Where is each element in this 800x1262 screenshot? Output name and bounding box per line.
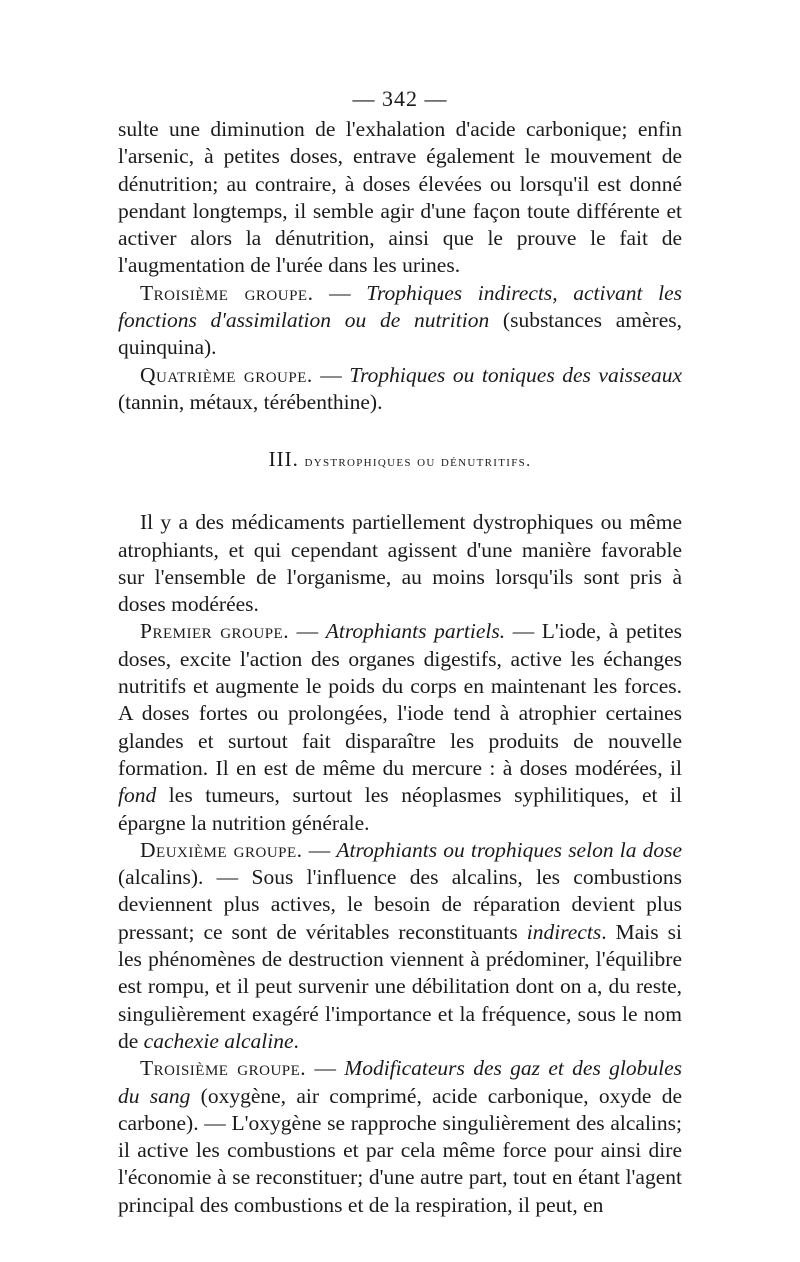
paragraph-continuation: sulte une diminution de l'exhalation d'acide carbonique; enfin l'arsenic, à petites doses, entrave également le mouvement de dénutrition; au contraire, à doses élevées ou lorsqu'il est donné pendant longtemps, il semble agir d'une façon toute différente et activer alors la dénutrition, ainsi que le prouve le fait de l'augmentation de l'urée dans les urines. (118, 117, 682, 278)
groupe-text: les tumeurs, surtout les néoplasmes syphilitiques, et il épargne la nutrition générale. (118, 783, 682, 835)
section-title: dystrophiques ou dénutritifs. (304, 453, 532, 471)
dash: — (313, 280, 367, 305)
paragraph-groupe-4 (118, 362, 682, 417)
dash: — (312, 362, 350, 387)
dash: — (306, 1056, 345, 1081)
groupe-title: Atrophiants partiels. (325, 619, 506, 644)
paragraph-premier-groupe (118, 618, 682, 836)
groupe-title: Trophiques indirects, activant les fonctions d'assimilation ou de nutrition (118, 280, 682, 333)
groupe-title: Trophiques ou toniques des vaisseaux (349, 362, 683, 387)
groupe-title: Atrophiants ou trophiques selon la dose (336, 837, 682, 862)
page-number: — 342 — (352, 86, 448, 111)
groupe-text: . (293, 1028, 299, 1053)
groupe-label: Premier groupe. (140, 619, 290, 644)
page (118, 84, 682, 1219)
groupe-text: (oxygène, air comprimé, acide carbonique, oxyde de carbone). — L'oxygène se rapproche singulièrement des alcalins; il active les combustions et par cela même force pour ainsi dire l'économie à se reconstituer; d'une autre part, tout en étant l'agent principal des combustions et de la respiration, il peut, en (118, 1083, 682, 1217)
paragraph-intro: Il y a des médicaments partiellement dystrophiques ou même atrophiants, et qui cependant agissent d'une manière favorable sur l'ensemble de l'organisme, au moins lorsqu'ils sont pris à doses modérées. (118, 510, 682, 617)
groupe-label: Deuxième groupe. (140, 837, 303, 862)
dash: — (289, 619, 326, 644)
paragraph-deuxieme-groupe (118, 837, 682, 1055)
groupe-text: (substances amères, quinquina). (118, 308, 682, 360)
section-number: III. (268, 447, 299, 472)
groupe-text: (tannin, métaux, térébenthine). (118, 389, 383, 414)
groupe-label: Troisième groupe. (140, 1056, 307, 1081)
emphasis: indirects (526, 919, 602, 944)
groupe-label: Quatrième groupe. (140, 362, 313, 387)
text-block (118, 116, 682, 1219)
groupe-text: (alcalins). — Sous l'influence des alcalins, les combustions deviennent plus actives, le besoin de réparation devient plus pressant; ce sont de véritables reconstituants (118, 865, 682, 944)
paragraph-troisieme-groupe (118, 1055, 682, 1219)
groupe-text: — L'iode, à petites doses, excite l'action des organes digestifs, active les échanges nutritifs et augmente le poids du corps en maintenant les forces. A doses fortes ou prolongées, l'iode tend à atrophier certaines glandes et surtout fait disparaître les produits de nouvelle formation. Il en est de même du mercure : à doses modérées, il (118, 619, 683, 780)
section-heading (118, 446, 682, 475)
emphasis: fond (118, 783, 157, 808)
dash: — (302, 837, 337, 862)
groupe-text: . Mais si les phénomènes de destruction viennent à prédominer, l'équilibre est rompu, et il peut survenir une débilitation dont on a, du reste, singulièrement exagéré l'importance et la fréquence, sous le nom de (118, 919, 682, 1053)
emphasis: cachexie alcaline (143, 1028, 294, 1053)
paragraph-groupe-3 (118, 280, 682, 362)
groupe-label: Troisième groupe. (140, 280, 314, 305)
groupe-title: Modificateurs des gaz et des globules du sang (118, 1056, 682, 1108)
